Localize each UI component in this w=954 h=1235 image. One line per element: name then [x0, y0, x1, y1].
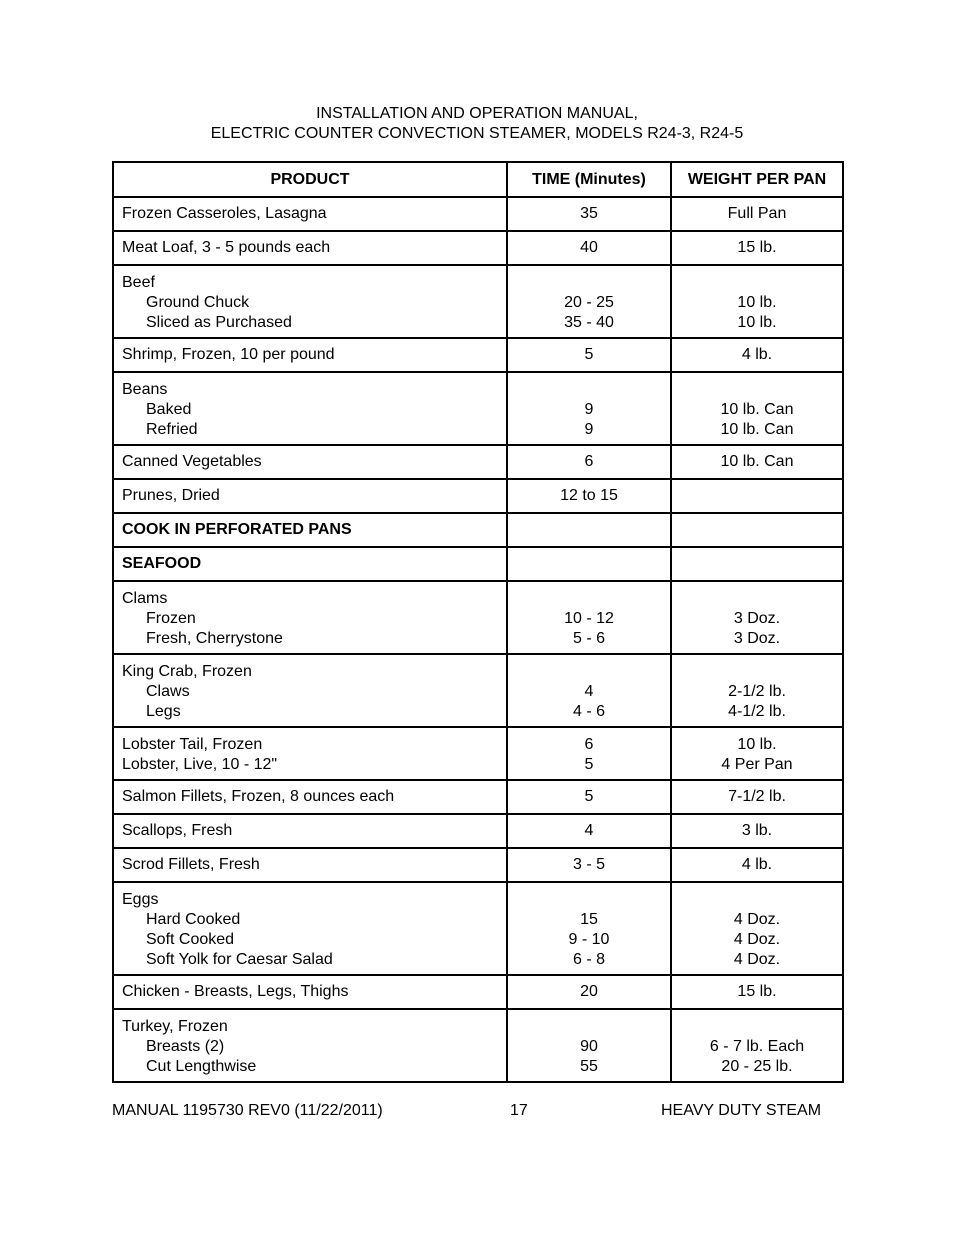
footer-brand: HEAVY DUTY STEAM — [661, 1102, 822, 1119]
product-cell: Scrod Fillets, Fresh — [113, 848, 507, 882]
weight-cell — [671, 513, 843, 547]
weight-cell: 3 lb. — [671, 814, 843, 848]
weight-value: 6 - 7 lb. Each — [709, 1038, 805, 1055]
product-subitem: Baked — [146, 401, 192, 418]
product-subitem: Claws — [146, 683, 190, 700]
product-name: King Crab, Frozen — [122, 663, 252, 680]
product-name: Beans — [122, 381, 168, 398]
section-label: SEAFOOD — [113, 547, 507, 581]
table-row — [113, 197, 843, 231]
weight-cell: 7-1/2 lb. — [671, 780, 843, 814]
time-value: 9 - 10 — [568, 931, 610, 948]
time-value: 10 - 12 — [564, 610, 614, 627]
time-value: 55 — [580, 1058, 598, 1075]
weight-value: 10 lb. Can — [720, 401, 794, 418]
time-value: 5 — [584, 756, 594, 773]
weight-cell — [671, 727, 843, 780]
weight-value: 4 Per Pan — [721, 756, 793, 773]
product-subitem: Hard Cooked — [146, 911, 241, 928]
product-subitem: Fresh, Cherrystone — [146, 630, 283, 647]
table-body — [113, 197, 843, 1082]
time-value: 5 - 6 — [572, 630, 605, 647]
time-cell — [507, 265, 671, 338]
table-row — [113, 780, 843, 814]
weight-value: 4 Doz. — [733, 931, 781, 948]
time-cell — [507, 581, 671, 654]
table-row — [113, 513, 843, 547]
product-cell — [113, 581, 507, 654]
table-row — [113, 882, 843, 975]
time-cell: 5 — [507, 780, 671, 814]
weight-value: 4-1/2 lb. — [728, 703, 786, 720]
weight-value: 4 Doz. — [733, 951, 781, 968]
product-name: Lobster Tail, Frozen — [122, 736, 263, 753]
product-cell: Meat Loaf, 3 - 5 pounds each — [113, 231, 507, 265]
weight-value: 10 lb. — [737, 736, 777, 753]
product-subitem: Soft Cooked — [146, 931, 235, 948]
weight-value: 3 Doz. — [733, 610, 781, 627]
weight-cell — [671, 882, 843, 975]
product-cell — [113, 654, 507, 727]
weight-cell — [671, 265, 843, 338]
time-value: 35 - 40 — [564, 314, 614, 331]
product-cell — [113, 882, 507, 975]
product-name: Turkey, Frozen — [122, 1018, 228, 1035]
time-value: 9 — [584, 401, 594, 418]
table-row — [113, 547, 843, 581]
weight-cell — [671, 654, 843, 727]
product-name: Clams — [122, 590, 168, 607]
weight-value: 3 Doz. — [733, 630, 781, 647]
time-cell: 3 - 5 — [507, 848, 671, 882]
weight-cell: 15 lb. — [671, 975, 843, 1009]
time-cell — [507, 547, 671, 581]
product-cell: Scallops, Fresh — [113, 814, 507, 848]
table-row — [113, 1009, 843, 1082]
time-value: 9 — [584, 421, 594, 438]
product-cell: Chicken - Breasts, Legs, Thighs — [113, 975, 507, 1009]
product-subitem: Sliced as Purchased — [146, 314, 292, 331]
weight-value: 10 lb. Can — [720, 421, 794, 438]
weight-cell — [671, 547, 843, 581]
time-cell — [507, 654, 671, 727]
section-label: COOK IN PERFORATED PANS — [113, 513, 507, 547]
weight-value: 4 Doz. — [733, 911, 781, 928]
column-header-weight: WEIGHT PER PAN — [671, 162, 843, 197]
weight-cell: 4 lb. — [671, 848, 843, 882]
product-name: Eggs — [122, 891, 159, 908]
table-row — [113, 265, 843, 338]
table-row — [113, 338, 843, 372]
time-cell: 4 — [507, 814, 671, 848]
time-cell — [507, 1009, 671, 1082]
table-header-row — [113, 162, 843, 197]
time-value: 6 — [584, 736, 594, 753]
weight-value: 20 - 25 lb. — [721, 1058, 793, 1075]
table-row — [113, 975, 843, 1009]
table-row — [113, 479, 843, 513]
weight-cell: 15 lb. — [671, 231, 843, 265]
weight-cell: 4 lb. — [671, 338, 843, 372]
time-cell — [507, 513, 671, 547]
table-row — [113, 372, 843, 445]
product-cell: Frozen Casseroles, Lasagna — [113, 197, 507, 231]
product-subitem: Refried — [146, 421, 198, 438]
cooking-times-table — [112, 161, 844, 1083]
product-subitem: Ground Chuck — [146, 294, 250, 311]
time-cell: 40 — [507, 231, 671, 265]
product-subitem: Breasts (2) — [146, 1038, 225, 1055]
product-name: Beef — [122, 274, 155, 291]
product-subitem: Soft Yolk for Caesar Salad — [146, 951, 333, 968]
time-cell — [507, 372, 671, 445]
header-line-1: INSTALLATION AND OPERATION MANUAL, — [316, 105, 638, 122]
weight-cell — [671, 1009, 843, 1082]
header-line-2: ELECTRIC COUNTER CONVECTION STEAMER, MODELS R24-3, R24-5 — [210, 125, 744, 142]
table-row — [113, 231, 843, 265]
weight-cell — [671, 581, 843, 654]
table-row — [113, 445, 843, 479]
time-cell: 6 — [507, 445, 671, 479]
column-header-product: PRODUCT — [113, 162, 507, 197]
product-cell — [113, 265, 507, 338]
product-subitem: Cut Lengthwise — [146, 1058, 257, 1075]
time-cell: 5 — [507, 338, 671, 372]
weight-cell — [671, 479, 843, 513]
product-subitem: Frozen — [146, 610, 196, 627]
weight-cell: Full Pan — [671, 197, 843, 231]
weight-value: 10 lb. — [737, 314, 777, 331]
product-cell: Canned Vegetables — [113, 445, 507, 479]
footer-page-number: 17 — [510, 1102, 528, 1119]
weight-cell — [671, 372, 843, 445]
product-cell: Prunes, Dried — [113, 479, 507, 513]
product-cell: Shrimp, Frozen, 10 per pound — [113, 338, 507, 372]
product-cell — [113, 1009, 507, 1082]
time-value: 6 - 8 — [572, 951, 605, 968]
product-cell: Salmon Fillets, Frozen, 8 ounces each — [113, 780, 507, 814]
footer-manual-id: MANUAL 1195730 REV0 (11/22/2011) — [112, 1102, 383, 1119]
time-value: 4 - 6 — [572, 703, 605, 720]
time-cell: 20 — [507, 975, 671, 1009]
weight-value: 10 lb. — [737, 294, 777, 311]
time-cell — [507, 882, 671, 975]
time-value: 90 — [580, 1038, 598, 1055]
table-row — [113, 654, 843, 727]
product-cell — [113, 727, 507, 780]
table-row — [113, 727, 843, 780]
weight-cell: 10 lb. Can — [671, 445, 843, 479]
table-row — [113, 581, 843, 654]
time-value: 4 — [584, 683, 594, 700]
weight-value: 2-1/2 lb. — [728, 683, 786, 700]
product-cell — [113, 372, 507, 445]
time-cell — [507, 727, 671, 780]
product-name: Lobster, Live, 10 - 12" — [122, 756, 278, 773]
time-value: 20 - 25 — [564, 294, 614, 311]
time-cell: 35 — [507, 197, 671, 231]
document-header — [0, 104, 954, 144]
table-row — [113, 848, 843, 882]
product-subitem: Legs — [146, 703, 181, 720]
time-value: 15 — [580, 911, 598, 928]
time-cell: 12 to 15 — [507, 479, 671, 513]
column-header-time: TIME (Minutes) — [507, 162, 671, 197]
table-row — [113, 814, 843, 848]
